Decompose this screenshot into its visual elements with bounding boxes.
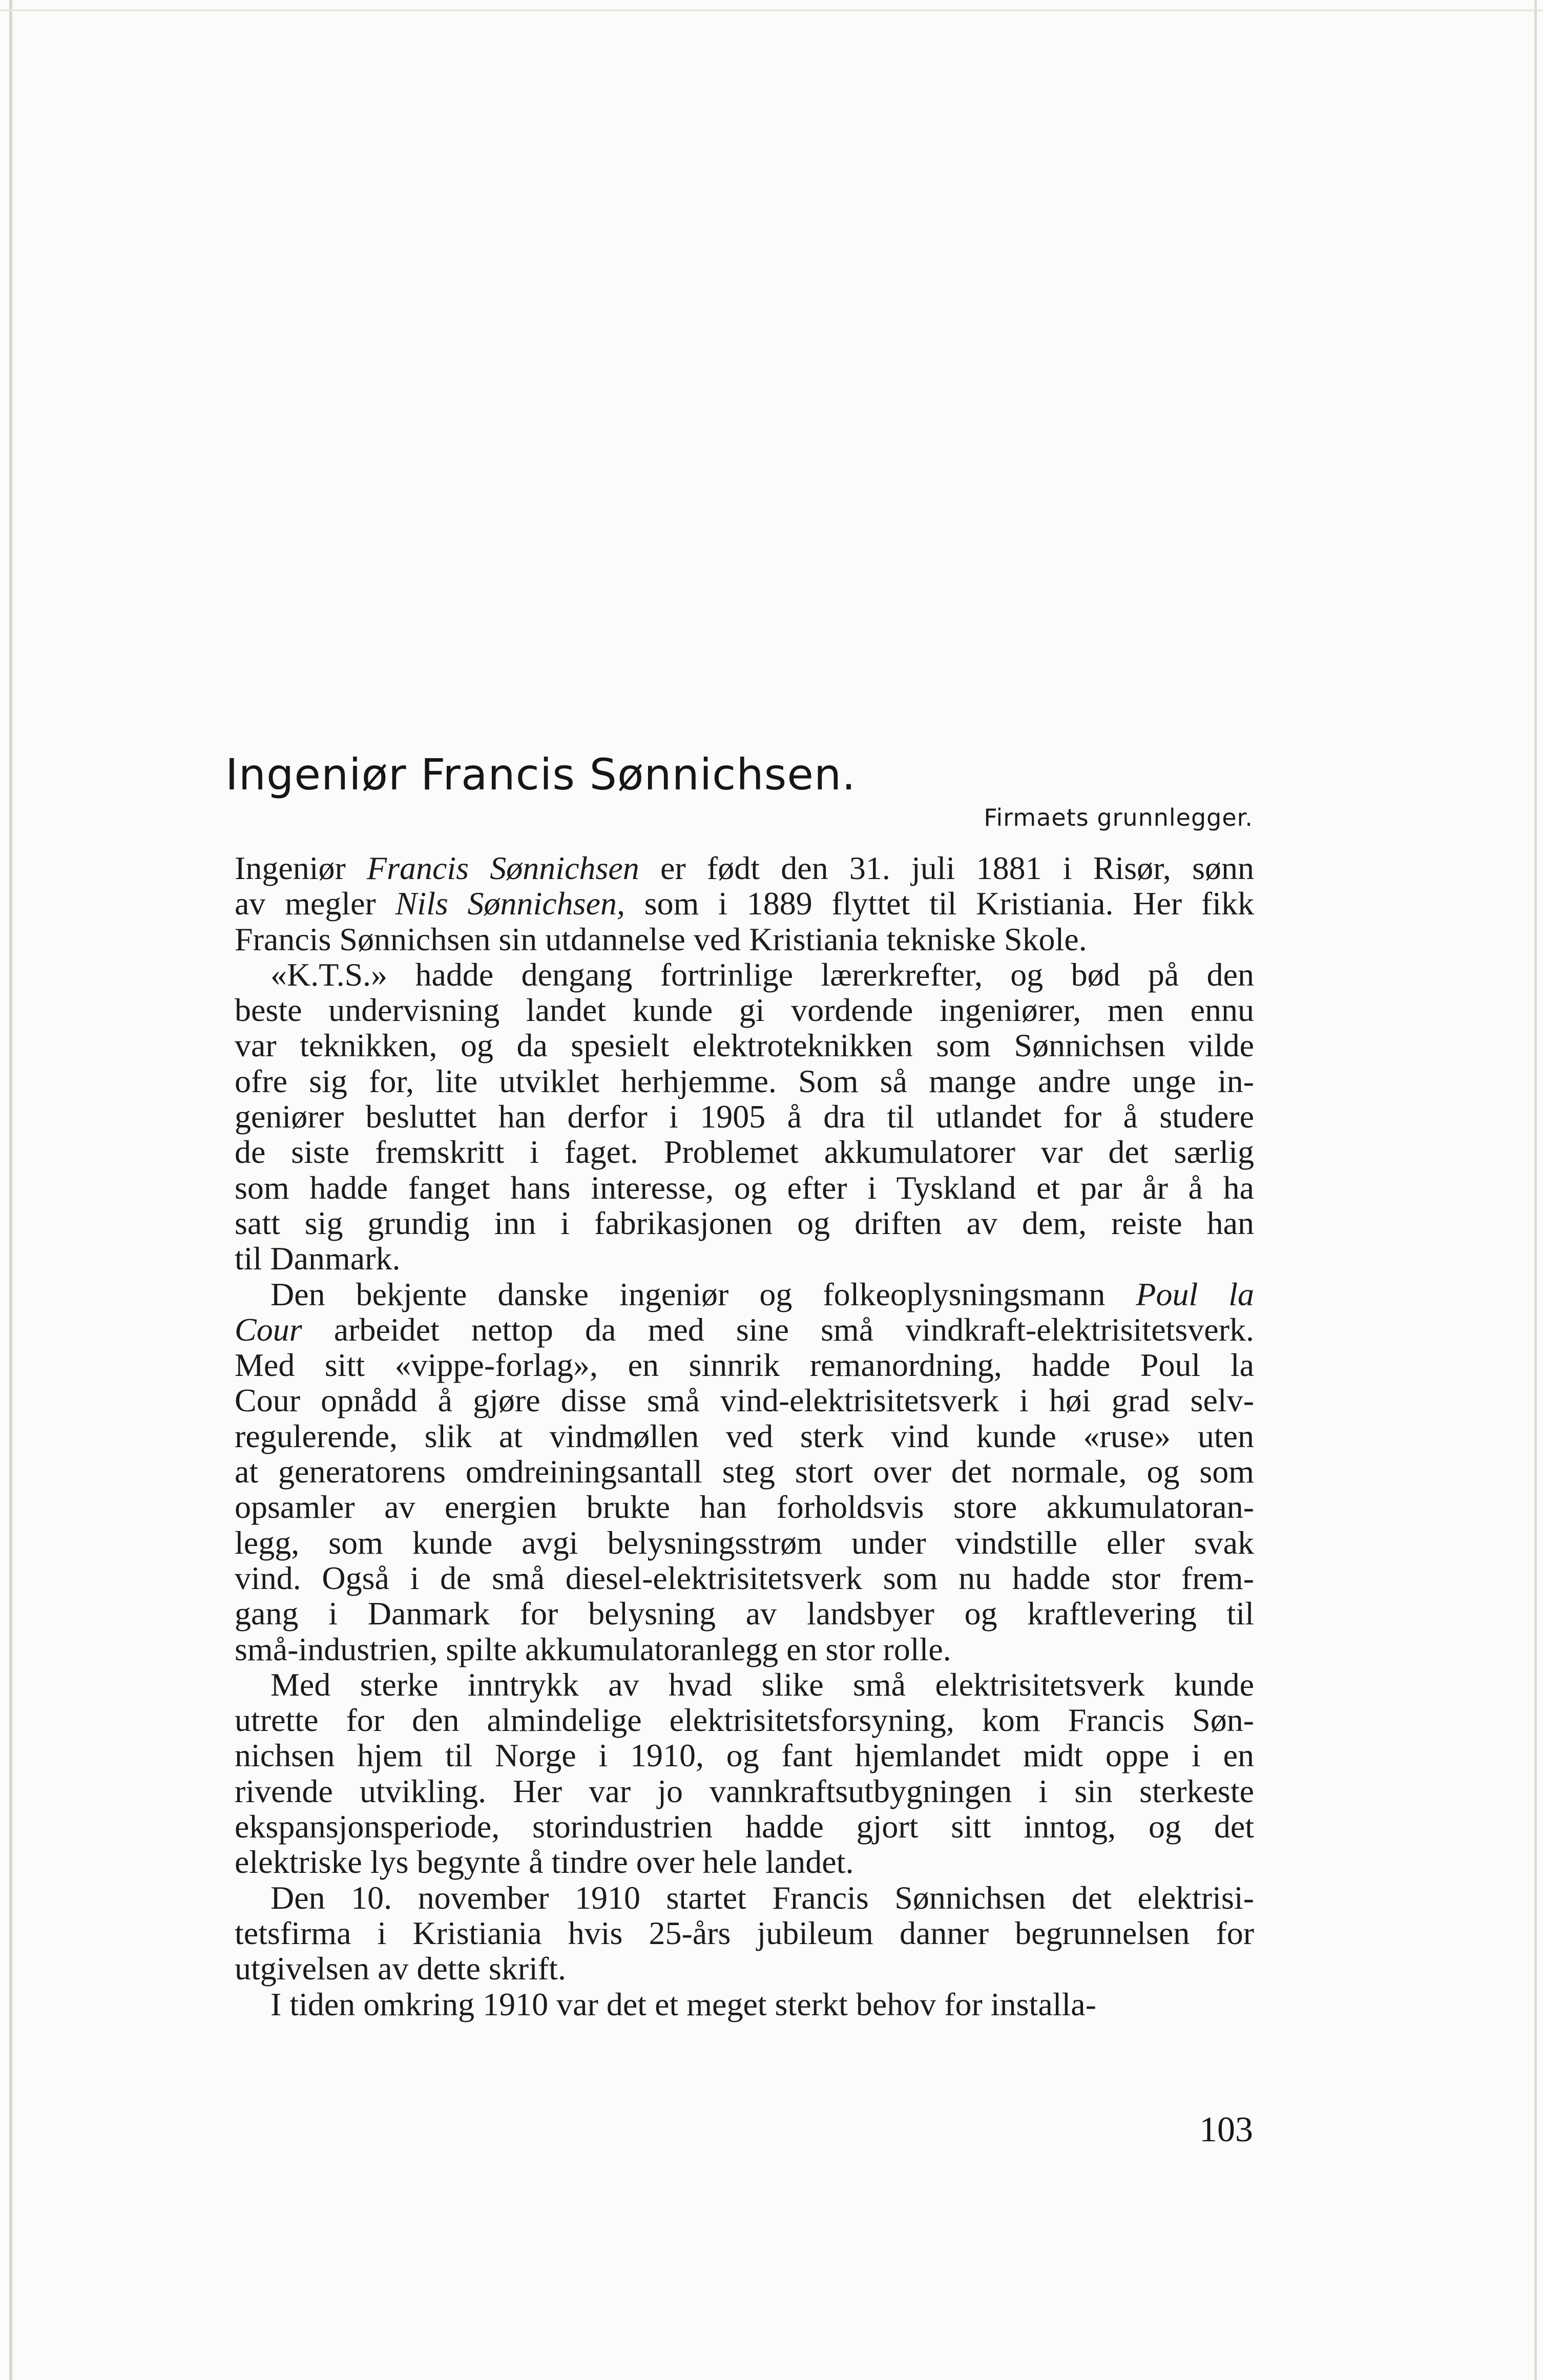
text-line — [235, 1028, 1254, 1063]
body-text — [235, 850, 1254, 2022]
text-segment: «K.T.S.» hadde dengang fortrinlige lærerkrefter, og bød på den — [270, 956, 1254, 993]
text-line — [235, 1170, 1254, 1205]
text-segment: rivende utvikling. Her var jo vannkraftsutbygningen i sin sterkeste — [235, 1772, 1254, 1809]
text-segment: gang i Danmark for belysning av landsbyer og kraftlevering til — [235, 1595, 1254, 1632]
text-segment: Med sitt «vippe-forlag», en sinnrik remanordning, hadde Poul la — [235, 1347, 1254, 1384]
page-edge-top — [0, 9, 1543, 11]
text-segment: Cour opnådd å gjøre disse små vind-elektrisitetsverk i høi grad selv- — [235, 1382, 1254, 1419]
text-segment: opsamler av energien brukte han forholdsvis store akkumulatoran- — [235, 1489, 1254, 1526]
text-line — [235, 886, 1254, 921]
text-line — [235, 1702, 1254, 1738]
text-segment: ofre sig for, lite utviklet herhjemme. Som så mange andre unge in- — [235, 1062, 1254, 1099]
text-segment: regulerende, slik at vindmøllen ved sterk vind kunde «ruse» uten — [235, 1417, 1254, 1454]
text-segment: ekspansjonsperiode, storindustrien hadde gjort sitt inntog, og det — [235, 1808, 1254, 1845]
paragraph — [235, 1987, 1254, 2022]
paragraph — [235, 1277, 1254, 1667]
text-segment: Den bekjente danske ingeniør og folkeoplysningsmann — [270, 1276, 1136, 1312]
paragraph — [235, 957, 1254, 1277]
paragraph — [235, 1880, 1254, 1987]
text-line — [235, 1134, 1254, 1170]
text-line — [235, 1205, 1254, 1241]
text-segment: Francis Sønnichsen sin utdannelse ved Kristiania tekniske Skole. — [235, 921, 1087, 957]
text-line — [235, 1241, 1254, 1276]
text-line — [235, 957, 1254, 992]
text-line — [235, 1880, 1254, 1915]
text-line — [235, 1915, 1254, 1951]
text-segment: som hadde fanget hans interesse, og efter i Tyskland et par år å ha — [235, 1169, 1254, 1206]
text-segment: som i 1889 flyttet til Kristiania. Her fikk — [625, 885, 1255, 922]
italic-name: Cour — [235, 1311, 302, 1348]
text-segment: de siste fremskritt i faget. Problemet akkumulatorer var det særlig — [235, 1134, 1254, 1171]
text-segment: arbeidet nettop da med sine små vindkraft-elektrisitetsverk. — [302, 1311, 1254, 1348]
text-line — [235, 1667, 1254, 1702]
chapter-heading: Ingeniør Francis Sønnichsen. — [225, 749, 856, 800]
text-line — [235, 1844, 1254, 1880]
text-line — [235, 1632, 1254, 1667]
text-segment: av megler — [235, 885, 395, 922]
text-line — [235, 1454, 1254, 1489]
text-line — [235, 1312, 1254, 1347]
text-segment: utgivelsen av dette skrift. — [235, 1950, 566, 1987]
italic-name: Nils Sønnichsen, — [395, 885, 625, 922]
text-line — [235, 1347, 1254, 1383]
text-segment: tetsfirma i Kristiania hvis 25-års jubileum danner begrunnelsen for — [235, 1914, 1254, 1951]
text-line — [235, 992, 1254, 1028]
text-line — [235, 1738, 1254, 1773]
text-line — [235, 1489, 1254, 1525]
chapter-subheading: Firmaets grunnlegger. — [984, 804, 1253, 831]
text-segment: var teknikken, og da spesielt elektroteknikken som Sønnichsen vilde — [235, 1027, 1254, 1064]
text-line — [235, 1773, 1254, 1809]
text-line — [235, 1099, 1254, 1134]
text-segment: nichsen hjem til Norge i 1910, og fant hjemlandet midt oppe i en — [235, 1737, 1254, 1774]
text-line — [235, 1525, 1254, 1560]
text-line — [235, 1063, 1254, 1099]
paragraph — [235, 850, 1254, 957]
text-segment: legg, som kunde avgi belysningsstrøm under vindstille eller svak — [235, 1524, 1254, 1561]
text-segment: utrette for den almindelige elektrisitetsforsyning, kom Francis Søn- — [235, 1702, 1254, 1739]
italic-name: Poul la — [1136, 1276, 1255, 1312]
text-segment: små-industrien, spilte akkumulatoranlegg en stor rolle. — [235, 1631, 951, 1667]
text-segment: vind. Også i de små diesel-elektrisitetsverk som nu hadde stor frem- — [235, 1559, 1254, 1596]
text-line — [235, 1277, 1254, 1312]
text-segment: til Danmark. — [235, 1240, 401, 1277]
text-line — [235, 850, 1254, 886]
text-segment: beste undervisning landet kunde gi vordende ingeniører, men ennu — [235, 992, 1254, 1029]
page-edge-right — [1534, 0, 1537, 2380]
text-segment: elektriske lys begynte å tindre over hele landet. — [235, 1844, 854, 1881]
text-line — [235, 1383, 1254, 1418]
text-segment: Den 10. november 1910 startet Francis Sønnichsen det elektrisi- — [270, 1879, 1254, 1916]
italic-name: Francis Sønnichsen — [367, 850, 639, 886]
text-line — [235, 1596, 1254, 1631]
text-line — [235, 922, 1254, 957]
text-segment: Med sterke inntrykk av hvad slike små elektrisitetsverk kunde — [270, 1666, 1254, 1703]
text-segment: er født den 31. juli 1881 i Risør, sønn — [639, 850, 1255, 886]
text-segment: at generatorens omdreiningsantall steg stort over det normale, og som — [235, 1453, 1254, 1490]
page-number: 103 — [1199, 2110, 1253, 2149]
text-segment: geniører besluttet han derfor i 1905 å dra til utlandet for å studere — [235, 1098, 1254, 1135]
text-segment: Ingeniør — [235, 850, 367, 886]
text-line — [235, 1951, 1254, 1986]
text-line — [235, 1809, 1254, 1844]
text-line — [235, 1987, 1254, 2022]
text-segment: satt sig grundig inn i fabrikasjonen og driften av dem, reiste han — [235, 1204, 1254, 1241]
text-line — [235, 1418, 1254, 1454]
text-line — [235, 1560, 1254, 1596]
paragraph — [235, 1667, 1254, 1880]
page-edge-left — [9, 0, 12, 2380]
text-segment: I tiden omkring 1910 var det et meget sterkt behov for installa- — [270, 1986, 1096, 2022]
